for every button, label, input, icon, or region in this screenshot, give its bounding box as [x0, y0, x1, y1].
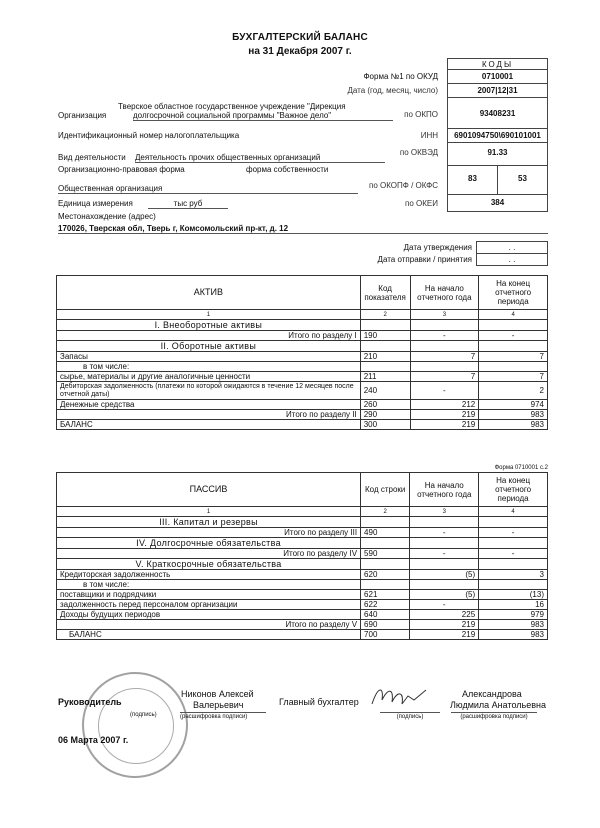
head-name-line1: Никонов Алексей [181, 689, 254, 699]
table-row: Кредиторская задолженность 620 (5) 3 [57, 570, 548, 580]
head-decode-caption: (расшифровка подписи) [180, 712, 266, 720]
aktiv-head-end: На конец отчетного периода [479, 276, 548, 310]
aktiv-head-code: Код показателя [360, 276, 410, 310]
passiv-head-name: ПАССИВ [57, 473, 361, 507]
org-label: Организация [58, 111, 107, 120]
table-row: Итого по разделу II 290 219 983 [57, 410, 548, 420]
passiv-table: ПАССИВ Код строки На начало отчетного года На конец отчетного периода 1 2 3 4 III. Капитал и резервы Итого по разделу III 490 - - IV. Долгосрочные обязательства Итого по разделу IV 590 - - V. Краткосрочные обязательства Кредиторская задолженность 620 (5) 3 в том числе: поставщики и подрядчики 621 (5) (13) задолженность перед персоналом организации 622 - 16 Доходы будущих периодов 640 225 979 Итого по разделу V 690 219 983 БАЛАНС 700 219 983 [56, 472, 548, 640]
aktiv-num-1: 1 [57, 310, 361, 320]
table-row: Итого по разделу III 490 - - [57, 528, 548, 538]
aktiv-sec1-title: I. Внеоборотные активы [57, 320, 361, 331]
ownership-label: форма собственности [246, 165, 329, 174]
okopf-value: 83 [447, 165, 498, 195]
passiv-head-code: Код строки [361, 473, 410, 507]
table-row: сырье, материалы и другие аналогичные ценности 211 7 7 [57, 372, 548, 382]
passiv-sec4-title: IV. Долгосрочные обязательства [57, 538, 361, 549]
organization-seal [82, 672, 188, 778]
date-label: Дата (год, месяц, число) [347, 86, 438, 95]
inn-row-label: Идентификационный номер налогоплательщика [58, 131, 240, 140]
aktiv-num-2: 2 [360, 310, 410, 320]
aktiv-num-3: 3 [410, 310, 479, 320]
document-title: БУХГАЛТЕРСКИЙ БАЛАНС [232, 32, 368, 43]
aktiv-head-name: АКТИВ [57, 276, 361, 310]
accountant-name-line2: Людмила Анатольевна [450, 700, 546, 710]
legal-form-label: Организационно-правовая форма [58, 165, 185, 174]
document-subtitle: на 31 Декабря 2007 г. [248, 46, 352, 57]
approval-label: Дата утверждения [403, 243, 472, 252]
org-name-line1: Тверское областное государственное учреждение "Дирекция [118, 102, 346, 111]
aktiv-sec2-title: II. Оборотные активы [57, 341, 361, 352]
table-row: БАЛАНС 300 219 983 [57, 420, 548, 430]
address-value: 170026, Тверская обл, Тверь г, Комсомольский пр-кт, д. 12 [58, 224, 548, 234]
table-row: БАЛАНС 700 219 983 [57, 630, 548, 640]
okpo-value: 93408231 [447, 97, 548, 129]
inn-label: ИНН [420, 131, 438, 140]
codes-header: КОДЫ [447, 58, 548, 70]
head-name-line2: Валерьевич [193, 700, 244, 710]
passiv-form-note: Форма 0710001 с.2 [494, 465, 548, 471]
activity-label: Вид деятельности [58, 153, 126, 162]
table-row: Итого по разделу IV 590 - - [57, 549, 548, 559]
okud-value: 0710001 [447, 69, 548, 84]
okopf-label: по ОКОПФ / ОКФС [369, 181, 438, 190]
okved-label: по ОКВЭД [399, 148, 438, 157]
passiv-sec5-title: V. Краткосрочные обязательства [57, 559, 361, 570]
okpo-label: по ОКПО [404, 110, 438, 119]
okved-value: 91.33 [447, 142, 548, 166]
okfs-value: 53 [497, 165, 548, 195]
passiv-head-start: На начало отчетного года [410, 473, 479, 507]
address-label: Местонахождение (адрес) [58, 212, 156, 221]
head-label: Руководитель [58, 697, 122, 707]
accountant-name-line1: Александрова [462, 689, 522, 699]
approval-value: . . [476, 241, 548, 254]
aktiv-num-4: 4 [479, 310, 548, 320]
table-row: Доходы будущих периодов 640 225 979 [57, 610, 548, 620]
passiv-sec3-title: III. Капитал и резервы [57, 517, 361, 528]
table-row: Итого по разделу V 690 219 983 [57, 620, 548, 630]
passiv-head-end: На конец отчетного периода [479, 473, 548, 507]
accountant-label: Главный бухгалтер [279, 697, 359, 707]
aktiv-table: АКТИВ Код показателя На начало отчетного года На конец отчетного периода 1 2 3 4 I. Внеоборотные активы Итого по разделу I 190 - - II. Оборотные активы Запасы 210 7 7 в том числе: сырье, материалы и другие аналогичные ценности 211 7 7 Дебиторская задолженность (платежи по которой ожидаются в течение 12 месяцев после отчетной даты) 240 - 2 Денежные средства 260 212 974 Итого по разделу II 290 219 983 БАЛАНС 300 219 983 [56, 275, 548, 430]
table-row: поставщики и подрядчики 621 (5) (13) [57, 590, 548, 600]
okei-value: 384 [447, 194, 548, 212]
accountant-sign-caption: (подпись) [380, 712, 440, 720]
table-row: задолженность перед персоналом организации 622 - 16 [57, 600, 548, 610]
activity-value: Деятельность прочих общественных организаций [135, 153, 385, 163]
head-sign-caption: (подпись) [130, 712, 157, 718]
inn-value: 6901094750\690101001 [447, 128, 548, 143]
date-value: 2007|12|31 [447, 83, 548, 98]
org-name-line2: долгосрочной социальной программы "Важное дело" [133, 111, 393, 121]
accountant-signature [368, 684, 438, 710]
okud-label: Форма №1 по ОКУД [363, 72, 438, 81]
sent-label: Дата отправки / принятия [377, 255, 472, 264]
legal-form-value: Общественная организация [58, 184, 358, 194]
table-row: Денежные средства 260 212 974 [57, 400, 548, 410]
table-row: Дебиторская задолженность (платежи по которой ожидаются в течение 12 месяцев после отчетной даты) 240 - 2 [57, 382, 548, 400]
okei-label: по ОКЕИ [405, 199, 438, 208]
accountant-decode-caption: (расшифровка подписи) [451, 712, 537, 720]
signature-date: 06 Марта 2007 г. [58, 735, 129, 745]
table-row: Итого по разделу I 190 - - [57, 331, 548, 341]
unit-label: Единица измерения [58, 199, 133, 208]
unit-value: тыс руб [148, 199, 228, 209]
aktiv-head-start: На начало отчетного года [410, 276, 479, 310]
table-row: Запасы 210 7 7 [57, 352, 548, 362]
sent-value: . . [476, 253, 548, 266]
